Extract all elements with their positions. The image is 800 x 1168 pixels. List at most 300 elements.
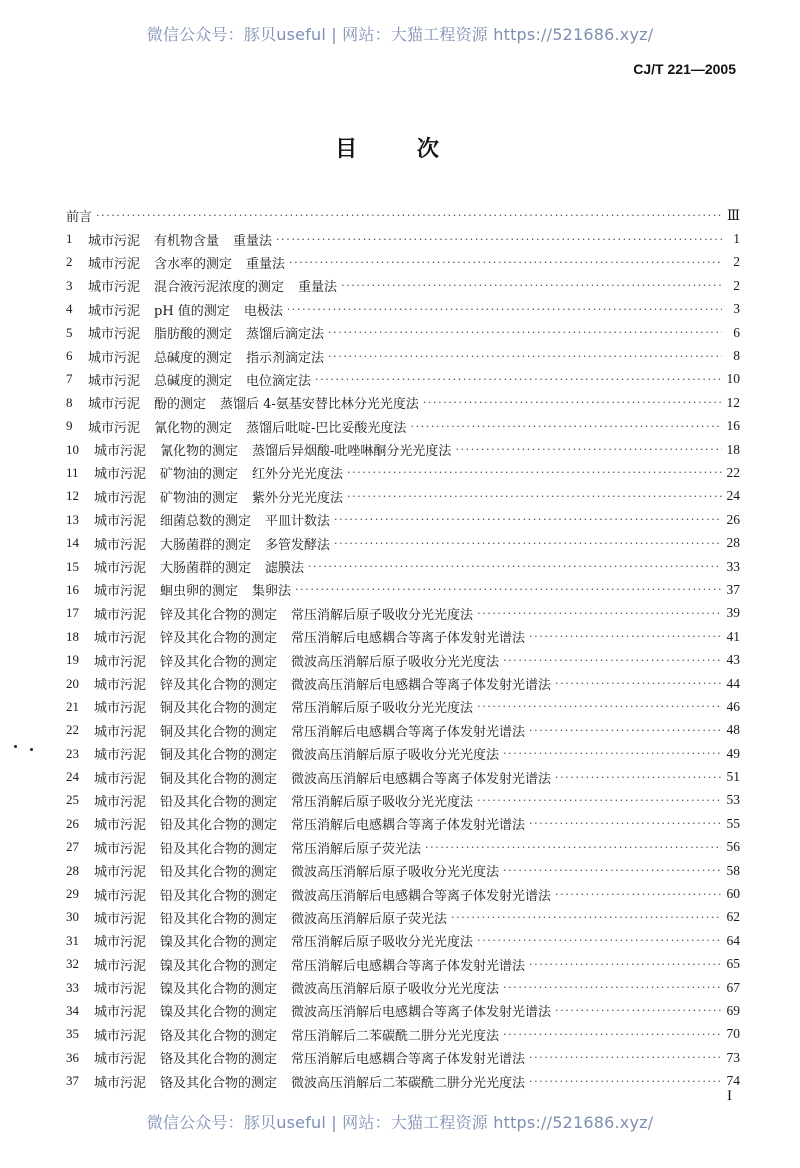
toc-leader-dots — [503, 1029, 722, 1040]
toc-leader-dots — [503, 655, 722, 666]
toc-entry-title-part: 铅及其化合物的测定 — [160, 888, 278, 904]
toc-entry-title-part: 含水率的测定 — [154, 256, 233, 272]
toc-entry-title-part: 微波高压消解后电感耦合等离子体发射光谱法 — [291, 1005, 552, 1021]
toc-entry-title-part: 氰化物的测定 — [154, 420, 233, 436]
toc-entry-title — [88, 276, 337, 295]
toc-leader-dots — [308, 561, 722, 572]
toc-entry[interactable] — [66, 578, 740, 601]
toc-entry-title — [94, 955, 525, 974]
toc-entry-title-part: 城市污泥 — [94, 1028, 147, 1044]
toc-leader-dots — [451, 912, 722, 923]
toc-entry-page: 22 — [726, 464, 740, 480]
toc-entry-title-part: 锌及其化合物的测定 — [160, 654, 278, 670]
toc-entry-title-part: 城市污泥 — [94, 467, 147, 483]
toc-entry-number: 4 — [66, 301, 73, 317]
toc-entry-page: 12 — [726, 394, 740, 410]
toc-entry-number: 8 — [66, 394, 73, 410]
toc-entry-page: 2 — [733, 277, 740, 293]
toc-entry-number: 16 — [66, 581, 79, 597]
toc-entry-title-part: 常压消解后原子吸收分光光度法 — [291, 935, 474, 951]
toc-leader-dots — [328, 327, 722, 338]
toc-entry[interactable] — [66, 251, 740, 274]
toc-entry-title-part: 城市污泥 — [88, 233, 141, 249]
toc-entry-page: 1 — [733, 231, 740, 247]
toc-entry-page: 74 — [726, 1073, 740, 1089]
toc-entry-title — [94, 534, 330, 553]
toc-entry[interactable] — [66, 906, 740, 929]
toc-entry-title-part: 城市污泥 — [94, 607, 147, 623]
toc-entry[interactable] — [66, 555, 740, 578]
toc-entry-title-part: 城市污泥 — [88, 303, 141, 319]
toc-entry-page: 28 — [726, 535, 740, 551]
toc-entry-title — [94, 931, 473, 950]
page-number: I — [727, 1088, 732, 1104]
scan-speck — [14, 745, 17, 748]
toc-leader-dots — [529, 818, 722, 829]
toc-entry[interactable] — [66, 859, 740, 882]
toc-entry-title-part: 城市污泥 — [94, 701, 147, 717]
toc-entry-title-part: 城市污泥 — [94, 982, 147, 998]
toc-entry-title — [88, 323, 324, 342]
toc-entry-number: 37 — [66, 1073, 79, 1089]
toc-entry-title-part: 城市污泥 — [94, 888, 147, 904]
toc-entry-title-part: 常压消解后电感耦合等离子体发射光谱法 — [291, 631, 526, 647]
toc-entry-title-part: 指示剂滴定法 — [246, 350, 325, 366]
toc-entry-page: 39 — [726, 605, 740, 621]
toc-entry-title — [94, 674, 551, 693]
toc-entry-title-part: 镍及其化合物的测定 — [160, 958, 278, 974]
toc-preface-label: 前言 — [66, 210, 93, 226]
toc-entry-title-part: 铜及其化合物的测定 — [160, 748, 278, 764]
toc-entry-number: 11 — [66, 464, 79, 480]
toc-entry[interactable] — [66, 976, 740, 999]
toc-entry[interactable] — [66, 929, 740, 952]
toc-entry-title-part: 城市污泥 — [94, 911, 147, 927]
toc-entry-title — [94, 768, 551, 787]
toc-entry-title-part: 总碱度的测定 — [154, 350, 233, 366]
toc-entry-title — [94, 838, 421, 857]
toc-entry[interactable] — [66, 485, 740, 508]
toc-entry-title-part: 镍及其化合物的测定 — [160, 982, 278, 998]
toc-entry-title-part: 细菌总数的测定 — [160, 514, 252, 530]
toc-entry-title-part: 酚的测定 — [154, 397, 207, 413]
toc-entry-number: 7 — [66, 371, 73, 387]
toc-entry[interactable] — [66, 321, 740, 344]
toc-entry-title-part: 城市污泥 — [88, 373, 141, 389]
toc-entry-title-part: 铬及其化合物的测定 — [160, 1052, 278, 1068]
toc-entry-title — [94, 697, 473, 716]
toc-entry-title — [94, 1048, 525, 1067]
page-title: 目 次 — [335, 137, 465, 162]
toc-entry-title-part: 铅及其化合物的测定 — [160, 794, 278, 810]
toc-entry-title — [88, 417, 406, 436]
toc-leader-dots — [503, 748, 722, 759]
toc-leader-dots — [295, 584, 722, 595]
toc-entry-title-part: 微波高压消解后原子吸收分光光度法 — [291, 865, 500, 881]
toc-entry-title-part: 城市污泥 — [94, 771, 147, 787]
toc-entry-page: 6 — [733, 324, 740, 340]
toc-preface-page: Ⅲ — [726, 207, 740, 223]
toc-entry-page: 49 — [726, 745, 740, 761]
toc-entry[interactable] — [66, 508, 740, 531]
toc-entry-title-part: 锌及其化合物的测定 — [160, 607, 278, 623]
toc-entry-title-part: 城市污泥 — [94, 818, 147, 834]
toc-entry-number: 14 — [66, 535, 79, 551]
toc-entry-title — [94, 604, 473, 623]
toc-entry-title-part: 城市污泥 — [94, 724, 147, 740]
toc-entry-title-part: 铬及其化合物的测定 — [160, 1075, 278, 1091]
toc-entry-number: 21 — [66, 698, 79, 714]
toc-entry-number: 12 — [66, 488, 79, 504]
toc-entry-title-part: 镍及其化合物的测定 — [160, 935, 278, 951]
toc-leader-dots — [529, 631, 722, 642]
toc-entry-title — [94, 908, 447, 927]
toc-entry[interactable] — [66, 274, 740, 297]
toc-entry-title-part: 常压消解后二苯碳酰二肼分光光度法 — [291, 1028, 500, 1044]
toc-entry-title-part: 蒸馏后滴定法 — [246, 327, 325, 343]
toc-entry-number: 34 — [66, 1002, 79, 1018]
toc-entry-number: 26 — [66, 815, 79, 831]
toc-entry-page: 41 — [726, 628, 740, 644]
toc-entry-title-part: 脂肪酸的测定 — [154, 327, 233, 343]
toc-entry-title — [94, 721, 525, 740]
toc-entry-page: 8 — [733, 348, 740, 364]
toc-entry-title-part: 平皿计数法 — [265, 514, 331, 530]
toc-entry-title — [94, 978, 499, 997]
toc-entry-title-part: 铅及其化合物的测定 — [160, 911, 278, 927]
toc-entry-title — [88, 230, 272, 249]
toc-entry-number: 25 — [66, 792, 79, 808]
toc-entry-title — [94, 1001, 551, 1020]
toc-entry-title-part: 城市污泥 — [88, 397, 141, 413]
toc-entry[interactable] — [66, 298, 740, 321]
toc-entry-page: 58 — [726, 862, 740, 878]
toc-entry-title-part: 微波高压消解后二苯碳酰二肼分光光度法 — [291, 1075, 526, 1091]
toc-entry-number: 35 — [66, 1026, 79, 1042]
toc-entry-page: 55 — [726, 815, 740, 831]
toc-entry-page: 62 — [726, 909, 740, 925]
toc-leader-dots — [455, 444, 722, 455]
toc-entry-number: 6 — [66, 348, 73, 364]
toc-entry-title-part: 城市污泥 — [94, 935, 147, 951]
toc-entry-title-part: 矿物油的测定 — [160, 490, 239, 506]
toc-entry[interactable] — [66, 765, 740, 788]
toc-entry-title-part: 常压消解后电感耦合等离子体发射光谱法 — [291, 724, 526, 740]
toc-entry-title-part: 铜及其化合物的测定 — [160, 701, 278, 717]
toc-entry[interactable] — [66, 531, 740, 554]
toc-entry-title-part: 铬及其化合物的测定 — [160, 1028, 278, 1044]
toc-entry[interactable] — [66, 742, 740, 765]
toc-entry-title-part: 城市污泥 — [94, 748, 147, 764]
scan-speck — [30, 748, 33, 751]
toc-entry-number: 5 — [66, 324, 73, 340]
toc-leader-dots — [529, 1052, 722, 1063]
toc-preface-row[interactable] — [66, 204, 740, 227]
toc-entry-title-part: 常压消解后电感耦合等离子体发射光谱法 — [291, 1052, 526, 1068]
toc-entry-title-part: 大肠菌群的测定 — [160, 561, 252, 577]
toc-leader-dots — [555, 1005, 722, 1016]
toc-entry[interactable] — [66, 789, 740, 812]
toc-entry[interactable] — [66, 1046, 740, 1069]
toc-leader-dots — [423, 397, 722, 408]
toc-entry[interactable] — [66, 648, 740, 671]
toc-leader-dots — [96, 210, 722, 221]
toc-entry-page: 69 — [726, 1002, 740, 1018]
toc-entry-title-part: 微波高压消解后原子荧光法 — [291, 911, 448, 927]
toc-entry-title-part: 城市污泥 — [94, 865, 147, 881]
toc-entry[interactable] — [66, 999, 740, 1022]
toc-entry[interactable] — [66, 227, 740, 250]
toc-entry-title-part: 电极法 — [243, 303, 283, 319]
toc-entry-title-part: 城市污泥 — [94, 841, 147, 857]
toc-entry[interactable] — [66, 719, 740, 742]
toc-entry-title-part: 微波高压消解后原子吸收分光光度法 — [291, 748, 500, 764]
toc-entry-title-part: 城市污泥 — [94, 1075, 147, 1091]
toc-leader-dots — [477, 935, 722, 946]
toc-entry-title — [94, 440, 451, 459]
toc-entry-page: 73 — [726, 1049, 740, 1065]
toc-entry-title-part: 微波高压消解后电感耦合等离子体发射光谱法 — [291, 771, 552, 787]
toc-entry-number: 1 — [66, 231, 73, 247]
toc-entry[interactable] — [66, 672, 740, 695]
toc-entry-number: 31 — [66, 932, 79, 948]
toc-entry-number: 28 — [66, 862, 79, 878]
toc-entry-title-part: 城市污泥 — [94, 537, 147, 553]
toc-leader-dots — [503, 865, 722, 876]
toc-entry-number: 13 — [66, 511, 79, 527]
toc-entry-number: 24 — [66, 769, 79, 785]
toc-entry-title-part: 重量法 — [246, 256, 286, 272]
toc-entry-title — [88, 300, 283, 319]
toc-entry-number: 33 — [66, 979, 79, 995]
toc-leader-dots — [328, 351, 722, 362]
toc-entry-page: 16 — [726, 418, 740, 434]
toc-entry-number: 18 — [66, 628, 79, 644]
toc-entry-page: 26 — [726, 511, 740, 527]
toc-entry-title — [94, 557, 304, 576]
toc-entry-title-part: 常压消解后原子荧光法 — [291, 841, 422, 857]
toc-entry-title-part: 城市污泥 — [88, 420, 141, 436]
toc-entry-title-part: 城市污泥 — [94, 654, 147, 670]
toc-entry[interactable] — [66, 882, 740, 905]
toc-entry-title-part: 铅及其化合物的测定 — [160, 841, 278, 857]
toc-entry-title-part: 锌及其化合物的测定 — [160, 631, 278, 647]
toc-entry-number: 27 — [66, 839, 79, 855]
toc-entry-page: 2 — [733, 254, 740, 270]
toc-entry-title-part: 城市污泥 — [94, 514, 147, 530]
toc-entry-title — [88, 347, 324, 366]
toc-entry-title-part: 电位滴定法 — [246, 373, 312, 389]
toc-entry-title — [94, 1072, 525, 1091]
toc-entry[interactable] — [66, 602, 740, 625]
toc-entry-title-part: 铜及其化合物的测定 — [160, 771, 278, 787]
toc-entry-number: 9 — [66, 418, 73, 434]
toc-entry-title — [94, 861, 499, 880]
toc-entry-title-part: 常压消解后电感耦合等离子体发射光谱法 — [291, 818, 526, 834]
toc-entry-title-part: 城市污泥 — [94, 631, 147, 647]
toc-entry-title — [88, 393, 419, 412]
toc-entry-title — [94, 651, 499, 670]
watermark-bottom: 微信公众号：豚贝useful | 网站：大猫工程资源 https://521686.xyz/ — [146, 1113, 654, 1132]
toc-leader-dots — [276, 234, 722, 245]
toc-entry-title — [94, 791, 473, 810]
toc-entry-title-part: 常压消解后原子吸收分光光度法 — [291, 701, 474, 717]
toc-entry-page: 3 — [733, 301, 740, 317]
toc-entry-title — [94, 487, 343, 506]
toc-entry-number: 17 — [66, 605, 79, 621]
toc-entry-title-part: 城市污泥 — [94, 444, 147, 460]
toc-entry-title — [94, 885, 551, 904]
toc-entries — [66, 227, 740, 1092]
toc-entry-title — [94, 510, 330, 529]
toc-entry-title-part: 锌及其化合物的测定 — [160, 678, 278, 693]
toc-leader-dots — [347, 491, 722, 502]
toc-entry-title-part: 城市污泥 — [94, 958, 147, 974]
toc-entry-page: 33 — [726, 558, 740, 574]
toc-leader-dots — [334, 514, 722, 525]
toc-entry-title — [94, 744, 499, 763]
toc-entry-title — [94, 627, 525, 646]
toc-entry-page: 46 — [726, 698, 740, 714]
toc-entry[interactable] — [66, 953, 740, 976]
toc-entry-title-part: 蒸馏后异烟酸-吡唑啉酮分光光度法 — [252, 444, 452, 460]
toc-entry-number: 22 — [66, 722, 79, 738]
toc-entry-number: 20 — [66, 675, 79, 691]
toc-leader-dots — [555, 678, 722, 689]
toc-entry-title-part: 多管发酵法 — [265, 537, 331, 553]
standard-code: CJ/T 221—2005 — [633, 61, 736, 77]
toc-entry-title-part: 蒸馏后吡啶-巴比妥酸光度法 — [246, 420, 407, 436]
toc-entry-title — [88, 370, 311, 389]
toc-entry[interactable] — [66, 625, 740, 648]
toc-entry-title-part: 城市污泥 — [94, 584, 147, 600]
toc-entry-number: 23 — [66, 745, 79, 761]
toc-entry-title-part: 城市污泥 — [88, 280, 141, 296]
toc-leader-dots — [529, 725, 722, 736]
toc-entry-title-part: 集卵法 — [252, 584, 292, 600]
toc-leader-dots — [289, 257, 722, 268]
toc-entry-number: 19 — [66, 652, 79, 668]
toc-entry[interactable] — [66, 1069, 740, 1092]
toc-entry[interactable] — [66, 344, 740, 367]
toc-entry-title-part: pH 值的测定 — [154, 303, 230, 319]
toc-entry-page: 51 — [726, 769, 740, 785]
toc-entry-title-part: 城市污泥 — [94, 1005, 147, 1021]
toc-entry-title-part: 常压消解后原子吸收分光光度法 — [291, 794, 474, 810]
toc-entry-title-part: 镍及其化合物的测定 — [160, 1005, 278, 1021]
toc-entry-title-part: 矿物油的测定 — [160, 467, 239, 483]
watermark-top: 微信公众号：豚贝useful | 网站：大猫工程资源 https://521686.xyz/ — [146, 25, 654, 44]
toc-entry-title-part: 城市污泥 — [94, 1052, 147, 1068]
toc-entry-number: 2 — [66, 254, 73, 270]
toc-entry-page: 65 — [726, 956, 740, 972]
toc-entry-title-part: 紫外分光光度法 — [252, 490, 344, 506]
toc-entry-page: 67 — [726, 979, 740, 995]
toc-leader-dots — [529, 959, 722, 970]
toc-entry-number: 29 — [66, 886, 79, 902]
toc-entry-title-part: 城市污泥 — [94, 490, 147, 506]
toc-entry[interactable] — [66, 812, 740, 835]
toc-entry-title — [94, 463, 343, 482]
toc-entry[interactable] — [66, 1023, 740, 1046]
table-of-contents — [66, 204, 740, 1093]
toc-entry-page: 37 — [726, 581, 740, 597]
toc-leader-dots — [315, 374, 722, 385]
toc-entry-title-part: 城市污泥 — [88, 327, 141, 343]
toc-entry-title-part: 微波高压消解后电感耦合等离子体发射光谱法 — [291, 678, 552, 693]
toc-entry-title-part: 铜及其化合物的测定 — [160, 724, 278, 740]
toc-entry-page: 64 — [726, 932, 740, 948]
toc-entry-page: 48 — [726, 722, 740, 738]
toc-entry-title-part: 铅及其化合物的测定 — [160, 818, 278, 834]
toc-leader-dots — [555, 889, 722, 900]
toc-entry[interactable] — [66, 391, 740, 414]
toc-entry-title-part: 城市污泥 — [94, 794, 147, 810]
toc-leader-dots — [477, 795, 722, 806]
toc-entry-title-part: 总碱度的测定 — [154, 373, 233, 389]
toc-entry-page: 10 — [726, 371, 740, 387]
toc-entry-title-part: 大肠菌群的测定 — [160, 537, 252, 553]
toc-leader-dots — [410, 421, 722, 432]
toc-entry-title-part: 常压消解后原子吸收分光光度法 — [291, 607, 474, 623]
toc-leader-dots — [287, 304, 722, 315]
toc-leader-dots — [555, 772, 722, 783]
toc-leader-dots — [334, 538, 722, 549]
toc-entry-title-part: 微波高压消解后电感耦合等离子体发射光谱法 — [291, 888, 552, 904]
toc-entry-page: 44 — [726, 675, 740, 691]
toc-entry-title-part: 重量法 — [233, 233, 273, 249]
toc-leader-dots — [477, 608, 722, 619]
toc-entry-number: 32 — [66, 956, 79, 972]
toc-entry-page: 53 — [726, 792, 740, 808]
toc-leader-dots — [341, 280, 722, 291]
toc-entry-title-part: 铅及其化合物的测定 — [160, 865, 278, 881]
toc-entry-title-part: 滤膜法 — [265, 561, 305, 577]
toc-entry-title-part: 微波高压消解后原子吸收分光光度法 — [291, 654, 500, 670]
toc-leader-dots — [425, 842, 722, 853]
toc-entry-title — [94, 580, 291, 599]
toc-entry-title-part: 城市污泥 — [88, 350, 141, 366]
toc-entry-title-part: 重量法 — [298, 280, 338, 296]
toc-entry-title-part: 微波高压消解后原子吸收分光光度法 — [291, 982, 500, 998]
toc-entry-title-part: 氰化物的测定 — [160, 444, 239, 460]
toc-entry-title-part: 红外分光光度法 — [252, 467, 344, 483]
toc-leader-dots — [477, 701, 722, 712]
toc-entry-page: 56 — [726, 839, 740, 855]
toc-entry-page: 70 — [726, 1026, 740, 1042]
toc-entry-number: 3 — [66, 277, 73, 293]
toc-leader-dots — [503, 982, 722, 993]
toc-entry-title-part: 城市污泥 — [88, 256, 141, 272]
toc-entry-title-part: 蛔虫卵的测定 — [160, 584, 239, 600]
toc-entry[interactable] — [66, 415, 740, 438]
toc-entry[interactable] — [66, 461, 740, 484]
toc-entry-title-part: 混合液污泥浓度的测定 — [154, 280, 285, 296]
toc-entry-title-part: 蒸馏后 4-氨基安替比林分光光度法 — [220, 397, 419, 413]
toc-leader-dots — [529, 1076, 722, 1087]
toc-entry-title-part: 常压消解后电感耦合等离子体发射光谱法 — [291, 958, 526, 974]
toc-entry-number: 30 — [66, 909, 79, 925]
toc-entry[interactable] — [66, 836, 740, 859]
toc-entry-page: 60 — [726, 886, 740, 902]
toc-entry-page: 24 — [726, 488, 740, 504]
toc-entry[interactable] — [66, 695, 740, 718]
toc-entry[interactable] — [66, 368, 740, 391]
toc-entry-page: 18 — [726, 441, 740, 457]
toc-entry[interactable] — [66, 438, 740, 461]
toc-entry-page: 43 — [726, 652, 740, 668]
toc-leader-dots — [347, 467, 722, 478]
